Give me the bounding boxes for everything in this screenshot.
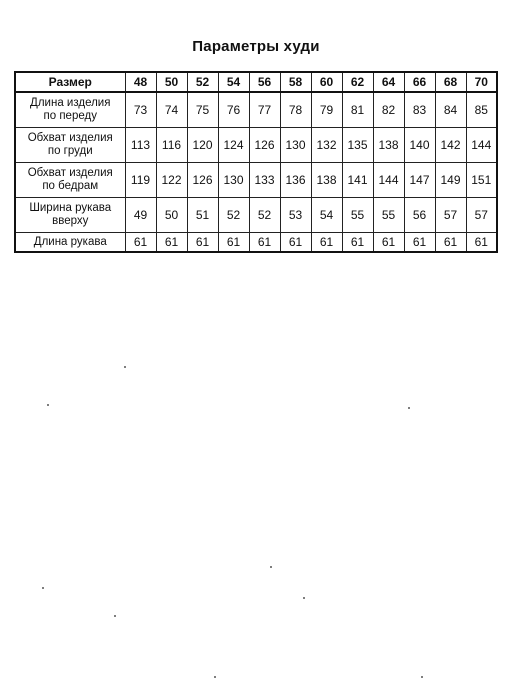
table-cell: 73 <box>125 92 156 128</box>
table-cell: 151 <box>466 163 497 198</box>
table-cell: 84 <box>435 92 466 128</box>
table-cell: 51 <box>187 198 218 233</box>
row-label-line: по переду <box>43 110 97 122</box>
table-row <box>15 198 497 233</box>
header-size: 70 <box>466 72 497 92</box>
table-cell: 122 <box>156 163 187 198</box>
table-cell: 79 <box>311 92 342 128</box>
table-cell: 75 <box>187 92 218 128</box>
header-size: 48 <box>125 72 156 92</box>
table-cell: 52 <box>249 198 280 233</box>
row-label-line: Обхват изделия <box>27 132 113 144</box>
table-cell: 61 <box>311 233 342 253</box>
table-cell: 138 <box>373 128 404 163</box>
table-cell: 147 <box>404 163 435 198</box>
table-cell: 61 <box>466 233 497 253</box>
table-cell: 141 <box>342 163 373 198</box>
table-cell: 61 <box>249 233 280 253</box>
header-size: 58 <box>280 72 311 92</box>
scan-speck <box>124 366 126 368</box>
scan-speck <box>42 587 44 589</box>
row-label-line: вверху <box>52 215 89 227</box>
scan-speck <box>47 404 49 406</box>
table-cell: 57 <box>466 198 497 233</box>
table-cell: 83 <box>404 92 435 128</box>
table-cell: 49 <box>125 198 156 233</box>
table-cell: 78 <box>280 92 311 128</box>
header-size: 64 <box>373 72 404 92</box>
table-cell: 126 <box>187 163 218 198</box>
table-row <box>15 233 497 253</box>
table-cell: 61 <box>435 233 466 253</box>
table-cell: 56 <box>404 198 435 233</box>
table-cell: 77 <box>249 92 280 128</box>
table-cell: 124 <box>218 128 249 163</box>
table-cell: 119 <box>125 163 156 198</box>
table-cell: 61 <box>125 233 156 253</box>
row-label-line: Обхват изделия <box>27 167 113 179</box>
table-cell: 61 <box>280 233 311 253</box>
table-cell: 120 <box>187 128 218 163</box>
table-cell: 54 <box>311 198 342 233</box>
table-cell: 61 <box>342 233 373 253</box>
table-row <box>15 128 497 163</box>
table-row <box>15 92 497 128</box>
table-cell: 55 <box>373 198 404 233</box>
table-cell: 133 <box>249 163 280 198</box>
scan-speck <box>114 615 116 617</box>
table-header-row <box>15 72 497 92</box>
scan-speck <box>408 407 410 409</box>
table-cell: 144 <box>373 163 404 198</box>
row-label <box>15 233 125 253</box>
table-cell: 132 <box>311 128 342 163</box>
scan-speck <box>214 676 216 678</box>
table-cell: 138 <box>311 163 342 198</box>
table-cell: 149 <box>435 163 466 198</box>
table-cell: 85 <box>466 92 497 128</box>
header-size: 62 <box>342 72 373 92</box>
table-cell: 136 <box>280 163 311 198</box>
header-size: 68 <box>435 72 466 92</box>
table-cell: 142 <box>435 128 466 163</box>
header-size: 60 <box>311 72 342 92</box>
row-label-line: по груди <box>47 145 93 157</box>
table-cell: 61 <box>404 233 435 253</box>
size-table <box>14 71 498 253</box>
table-cell: 61 <box>373 233 404 253</box>
table-cell: 61 <box>156 233 187 253</box>
scan-speck <box>270 566 272 568</box>
table-cell: 50 <box>156 198 187 233</box>
row-label <box>15 128 125 163</box>
header-size: 56 <box>249 72 280 92</box>
row-label-line: по бедрам <box>42 180 99 192</box>
table-cell: 81 <box>342 92 373 128</box>
table-cell: 57 <box>435 198 466 233</box>
table-cell: 135 <box>342 128 373 163</box>
row-label <box>15 198 125 233</box>
table-cell: 74 <box>156 92 187 128</box>
table-cell: 52 <box>218 198 249 233</box>
table-cell: 55 <box>342 198 373 233</box>
table-cell: 130 <box>280 128 311 163</box>
table-cell: 144 <box>466 128 497 163</box>
table-cell: 82 <box>373 92 404 128</box>
header-size-label: Размер <box>15 72 125 92</box>
scan-speck <box>421 676 423 678</box>
row-label-line: Длина изделия <box>30 97 111 109</box>
table-cell: 61 <box>218 233 249 253</box>
scan-speck <box>303 597 305 599</box>
table-cell: 53 <box>280 198 311 233</box>
table-cell: 61 <box>187 233 218 253</box>
table-cell: 116 <box>156 128 187 163</box>
header-size: 66 <box>404 72 435 92</box>
table-cell: 113 <box>125 128 156 163</box>
row-label <box>15 163 125 198</box>
table-body <box>15 92 497 252</box>
row-label <box>15 92 125 128</box>
row-label-line: Длина рукава <box>33 235 107 248</box>
header-size: 54 <box>218 72 249 92</box>
table-cell: 140 <box>404 128 435 163</box>
table-cell: 126 <box>249 128 280 163</box>
header-size: 52 <box>187 72 218 92</box>
header-size: 50 <box>156 72 187 92</box>
row-label-line: Ширина рукава <box>29 202 112 214</box>
table-row <box>15 163 497 198</box>
page-title: Параметры худи <box>192 38 320 55</box>
table-cell: 130 <box>218 163 249 198</box>
table-cell: 76 <box>218 92 249 128</box>
